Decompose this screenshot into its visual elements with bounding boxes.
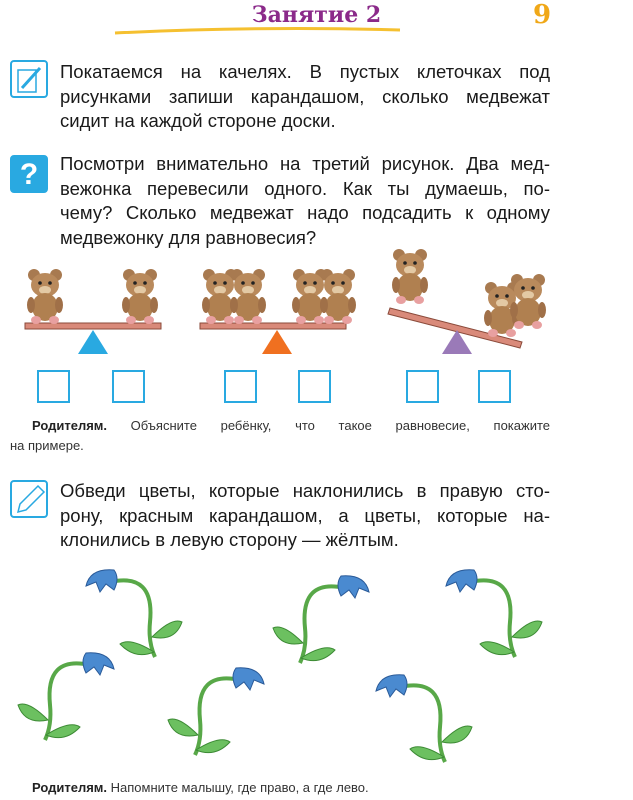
answer-box[interactable] — [406, 370, 439, 403]
question-icon: ? — [10, 155, 48, 193]
answer-box[interactable] — [298, 370, 331, 403]
parents-note-1: Родителям. Объясните ребёнку, что такое равновесие, покажите на примере. — [10, 418, 550, 453]
pencil-icon — [10, 480, 48, 518]
page-title: Занятие 2 — [251, 2, 382, 28]
answer-box[interactable] — [37, 370, 70, 403]
seesaw-2 — [200, 269, 356, 354]
seesaw-1 — [25, 269, 161, 354]
seesaw-3 — [388, 249, 546, 354]
flowers — [18, 570, 542, 762]
answer-box[interactable] — [112, 370, 145, 403]
task2-text: Посмотри внимательно на третий рисунок. Два мед- вежонка перевесили одного. Как ты думаешь, по- чему? Сколько медвежат надо подсадить к одному медвежонку для равновесия? — [60, 153, 550, 248]
answer-box[interactable] — [478, 370, 511, 403]
title-underline — [115, 29, 400, 33]
task1-text: Покатаемся на качелях. В пустых клеточках под рисунками запиши карандашом, сколько медвежат сидит на каждой стороне доски. — [60, 61, 550, 131]
answer-box[interactable] — [224, 370, 257, 403]
page-number: 9 — [533, 0, 552, 30]
parents-note-2: Родителям. Напомните малышу, где право, а где лево. — [32, 780, 369, 795]
pencil-paper-icon — [10, 60, 48, 98]
task3-text: Обведи цветы, которые наклонились в правую сто- рону, красным карандашом, а цветы, которые на- клонились в левую сторону — жёлтым. — [60, 480, 550, 550]
